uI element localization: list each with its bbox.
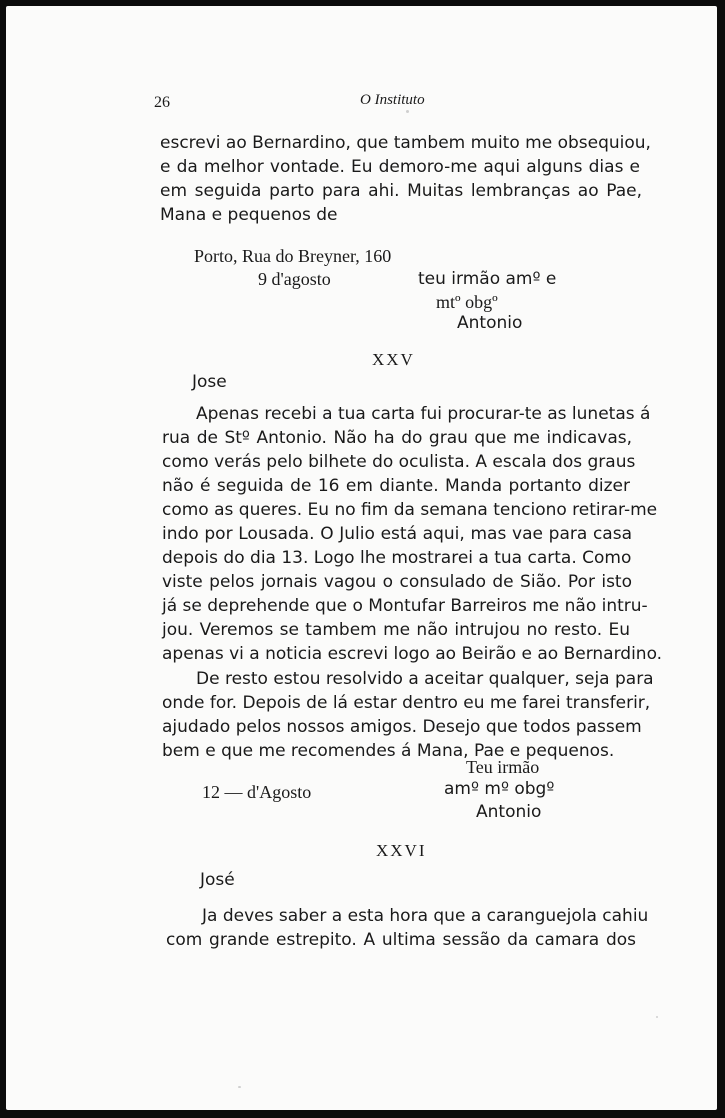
body-line: como verás pelo bilhete do oculista. A escala dos graus (162, 452, 636, 472)
body-line: indo por Lousada. O Julio está aqui, mas vae para casa (162, 524, 632, 544)
body-line: rua de Stº Antonio. Não ha do grau que me indicavas, (162, 428, 632, 448)
body-line: bem e que me recomendes á Mana, Pae e pequenos. (162, 741, 615, 761)
body-line: ajudado pelos nossos amigos. Desejo que todos passem (162, 717, 642, 737)
intro-line: em seguida parto para ahi. Muitas lembranças ao Pae, (160, 181, 642, 201)
signature-line: Antonio (457, 313, 523, 333)
closing-line: Teu irmão (466, 757, 540, 777)
body-line: onde for. Depois de lá estar dentro eu me farei transferir, (162, 693, 651, 713)
body-line: com grande estrepito. A ultima sessão da camara dos (166, 930, 636, 950)
body-line: depois do dia 13. Logo lhe mostrarei a tua carta. Como (162, 548, 632, 568)
body-line: apenas vi a noticia escrevi logo ao Beirão e ao Bernardino. (162, 644, 663, 664)
body-line: Ja deves saber a esta hora que a caranguejola cahiu (202, 906, 649, 926)
body-line: Apenas recebi a tua carta fui procurar-te as lunetas á (196, 404, 651, 424)
scan-speck (406, 110, 409, 113)
closing-line: mtº obgº (436, 292, 498, 312)
signature-line: Antonio (476, 802, 542, 822)
letter-numeral: XXV (372, 350, 415, 369)
body-line: como as queres. Eu no fim da semana tenciono retirar-me (162, 500, 658, 520)
salutation: Jose (192, 372, 227, 392)
body-line: viste pelos jornais vagou o consulado de Sião. Por isto (162, 572, 632, 592)
place-line: Porto, Rua do Breyner, 160 (194, 246, 392, 266)
intro-line: e da melhor vontade. Eu demoro-me aqui alguns dias e (160, 157, 640, 177)
body-line: não é seguida de 16 em diante. Manda portanto dizer (162, 476, 630, 496)
intro-line: escrevi ao Bernardino, que tambem muito me obsequiou, (160, 133, 651, 153)
body-line: De resto estou resolvido a aceitar qualquer, seja para (196, 669, 654, 689)
salutation: José (200, 870, 235, 890)
body-line: já se deprehende que o Montufar Barreiros me não intru- (162, 596, 648, 616)
sign-date: 12 — d'Agosto (202, 782, 312, 802)
closing-line: amº mº obgº (444, 779, 555, 799)
body-line: jou. Veremos se tambem me não intrujou no resto. Eu (162, 620, 630, 640)
closing-line: teu irmão amº e (418, 269, 557, 289)
scan-speck (238, 1086, 241, 1088)
scan-speck (656, 1016, 658, 1018)
book-page (6, 6, 717, 1110)
running-title: O Instituto (360, 92, 425, 108)
intro-line: Mana e pequenos de (160, 205, 338, 225)
letter-numeral: XXVI (376, 841, 427, 860)
date-line: 9 d'agosto (258, 269, 331, 289)
page-number: 26 (154, 94, 170, 111)
